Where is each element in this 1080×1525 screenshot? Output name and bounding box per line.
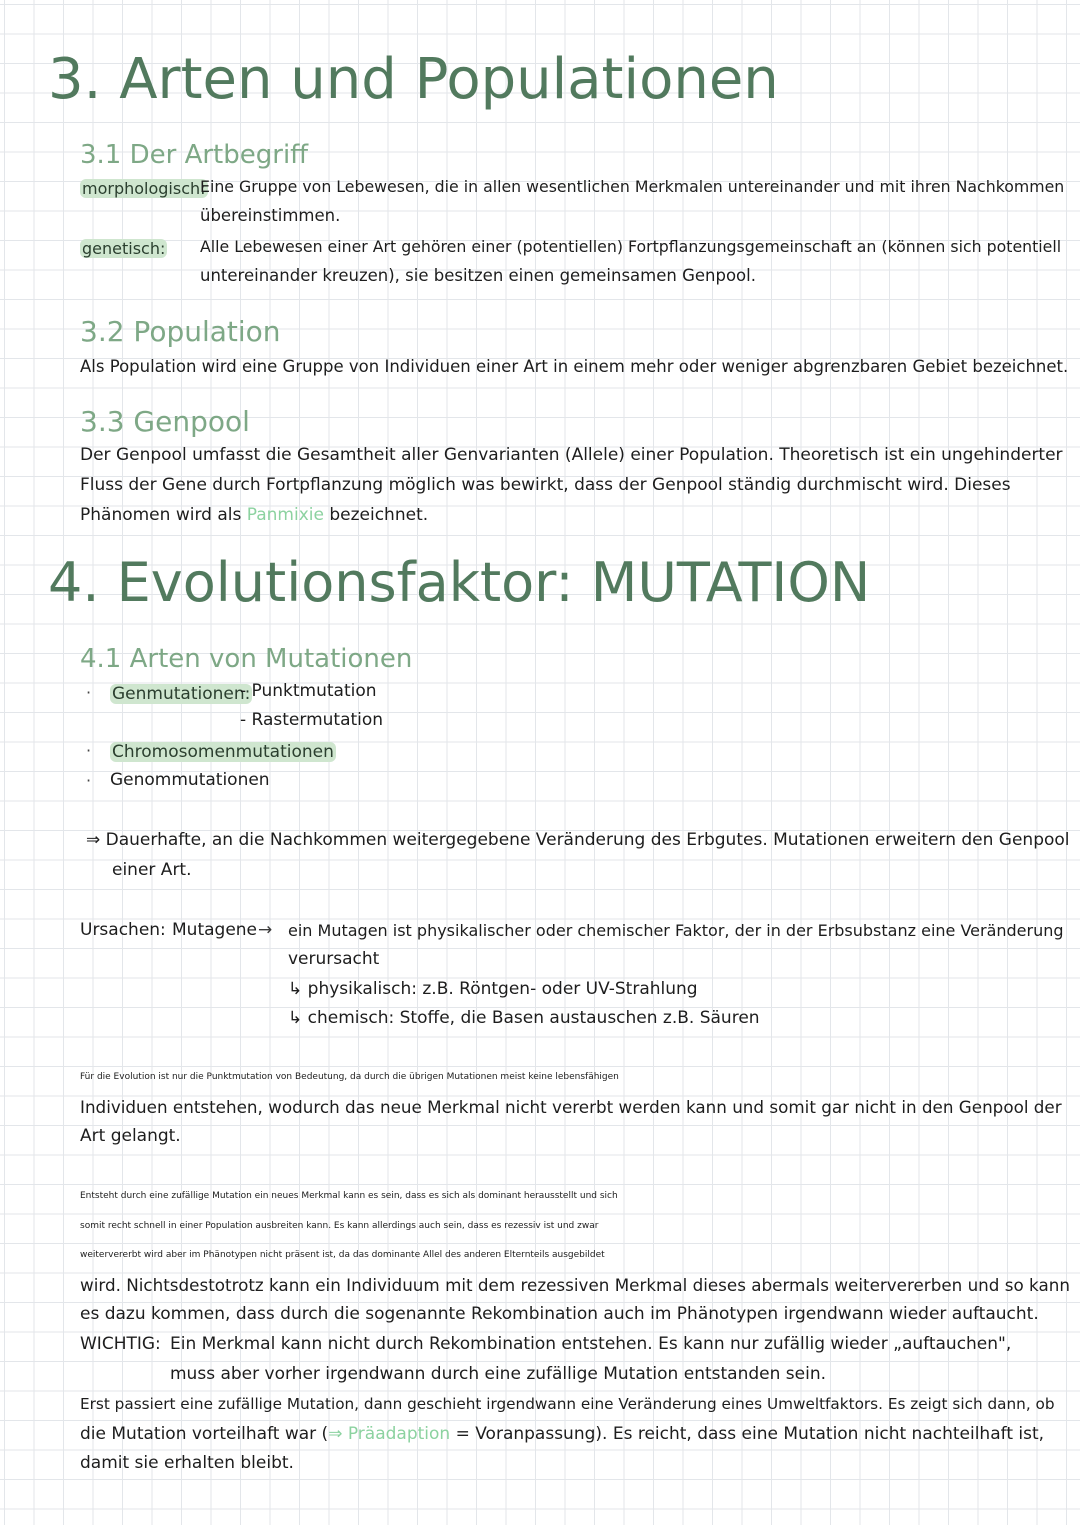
section3-heading: 3. Arten und Populationen — [48, 47, 779, 112]
right-arrow-icon: → — [258, 920, 273, 940]
paragraph-line: weitervererbt wird aber im Phänotypen nicht präsent ist, da das dominante Allel des anderen Elternteils ausgebildet — [80, 1250, 605, 1260]
bullet-dot: · — [86, 741, 92, 760]
section32-heading: 3.2 Population — [80, 315, 281, 348]
section33-heading: 3.3 Genpool — [80, 405, 250, 438]
important-label: WICHTIG: — [80, 1334, 161, 1354]
section4-heading: 4. Evolutionsfaktor: MUTATION — [48, 551, 871, 614]
recombination-paragraph — [80, 1182, 1070, 1330]
chromosome-mutation-label: Chromosomenmutationen — [112, 742, 334, 762]
bullet-dot: · — [86, 683, 92, 702]
genetic-definition-line1: Alle Lebewesen einer Art gehören einer (potentiellen) Fortpflanzungsgemeinschaft an (können sich potentiell — [200, 237, 1062, 256]
morphological-definition-line2: übereinstimmen. — [200, 206, 341, 225]
causes-label: Ursachen: — [80, 920, 166, 940]
important-note-line2: muss aber vorher irgendwann durch eine zufällige Mutation entstanden sein. — [170, 1364, 826, 1384]
paragraph-line: Individuen entstehen, wodurch das neue Merkmal nicht vererbt werden kann und somit gar nicht in den Genpool der — [80, 1096, 1062, 1117]
panmixie-term: Panmixie — [246, 505, 324, 525]
paragraph-line: wird. Nichtsdestotrotz kann ein Individuum mit dem rezessiven Merkmal dieses abermals weitervererben und so kann — [80, 1274, 1070, 1295]
population-definition: Als Population wird eine Gruppe von Individuen einer Art in einem mehr oder weniger abgrenzbaren Gebiet bezeichnet. — [80, 357, 1069, 376]
section41-heading: 4.1 Arten von Mutationen — [80, 644, 413, 674]
genetic-definition-line2: untereinander kreuzen), sie besitzen einen gemeinsamen Genpool. — [200, 266, 756, 285]
mutation-definition-line1: ⇒ Dauerhafte, an die Nachkommen weitergegebene Veränderung des Erbgutes. Mutationen erweitern den Genpool — [86, 830, 1070, 850]
mutation-definition-line2: einer Art. — [112, 860, 192, 880]
morphological-label: morphologisch: — [82, 179, 206, 198]
mutagen-definition-line2: verursacht — [288, 949, 380, 969]
genetic-label: genetisch: — [82, 239, 166, 258]
point-mutation-item: - Punktmutation — [240, 681, 377, 701]
paragraph-line: Entsteht durch eine zufällige Mutation ein neues Merkmal kann es sein, dass es sich als dominant herausstellt und sich — [80, 1191, 618, 1201]
important-note-line1: Ein Merkmal kann nicht durch Rekombination entstehen. Es kann nur zufällig wieder „auftauchen", — [170, 1334, 1012, 1354]
physical-mutagen-item: ↳ physikalisch: z.B. Röntgen- oder UV-Strahlung — [288, 979, 698, 999]
mutagene-label: Mutagene — [172, 920, 258, 940]
chemical-mutagen-item: ↳ chemisch: Stoffe, die Basen austauschen z.B. Säuren — [288, 1008, 760, 1028]
genpool-text-line1: Der Genpool umfasst die Gesamtheit aller Genvarianten (Allele) einer Population. Theoretisch ist ein ungehinderter — [80, 445, 1063, 465]
frameshift-mutation-item: - Rastermutation — [240, 710, 384, 730]
genpool-text-line2: Fluss der Gene durch Fortpflanzung möglich was bewirkt, dass der Genpool ständig durchmischt wird. Dieses — [80, 475, 1011, 495]
genpool-text-line3: Phänomen wird als Panmixie bezeichnet. — [80, 505, 429, 525]
paragraph-line: somit recht schnell in einer Population ausbreiten kann. Es kann allerdings auch sein, dass es rezessiv ist und zwar — [80, 1220, 599, 1231]
mutagen-definition-line1: ein Mutagen ist physikalischer oder chemischer Faktor, der in der Erbsubstanz eine Veränderung — [288, 921, 1064, 940]
section31-heading: 3.1 Der Artbegriff — [80, 140, 309, 170]
preadaption-term: ⇒ Präadaption — [328, 1424, 451, 1444]
paragraph-line: es dazu kommen, dass durch die sogenannte Rekombination auch im Phänotypen irgendwann wieder auftaucht. — [80, 1304, 1039, 1324]
final-paragraph-line1: Erst passiert eine zufällige Mutation, dann geschieht irgendwann eine Veränderung eines Umweltfaktors. Es zeigt sich dann, ob — [80, 1395, 1055, 1413]
genmutation-label: Genmutationen: — [112, 684, 251, 704]
final-paragraph-line2: die Mutation vorteilhaft war (⇒ Präadaption = Voranpassung). Es reicht, dass eine Mutation nicht nachteilhaft ist, — [80, 1424, 1045, 1444]
morphological-definition-line1: Eine Gruppe von Lebewesen, die in allen wesentlichen Merkmalen untereinander und mit ihren Nachkommen — [200, 177, 1065, 196]
bullet-dot: · — [86, 771, 92, 790]
genome-mutation-label: Genommutationen — [110, 770, 270, 790]
paragraph-line: Art gelangt. — [80, 1126, 181, 1146]
final-paragraph-line3: damit sie erhalten bleibt. — [80, 1453, 294, 1473]
evolution-paragraph — [80, 1063, 1062, 1152]
paragraph-line: Für die Evolution ist nur die Punktmutation von Bedeutung, da durch die übrigen Mutationen meist keine lebensfähigen — [80, 1072, 619, 1082]
